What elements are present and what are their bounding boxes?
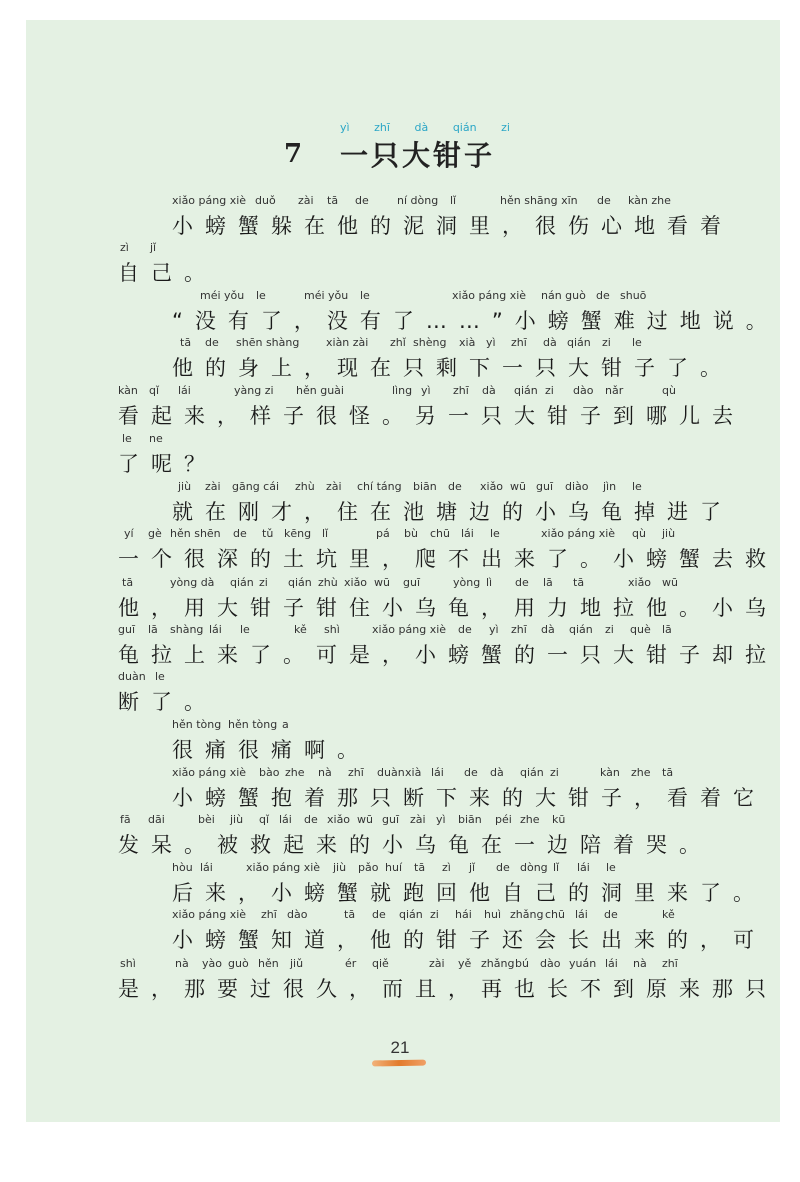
pinyin-syllable: dào [573, 384, 594, 397]
pinyin-syllable: jǐ [150, 241, 157, 254]
pinyin-syllable: zhī [511, 336, 527, 349]
pinyin-syllable: kàn zhe [628, 194, 671, 207]
pinyin-syllable: fā [120, 813, 131, 826]
pinyin-syllable: xiǎo páng xiè [372, 623, 447, 636]
pinyin-syllable: jìn [603, 480, 617, 493]
hanzi-line: 自己。 [118, 261, 217, 285]
pinyin-syllable: de [355, 194, 369, 207]
pinyin-syllable: ní dòng [397, 194, 439, 207]
pinyin-syllable: zhī [511, 623, 527, 636]
pinyin-syllable: de [496, 861, 510, 874]
pinyin-syllable: le [155, 670, 165, 683]
pinyin-syllable: yì [421, 384, 431, 397]
title-pinyin-2: zhī [374, 121, 390, 134]
pinyin-syllable: de [205, 336, 219, 349]
pinyin-syllable: xiǎo páng xiè [172, 908, 247, 921]
pinyin-syllable: yì [436, 813, 446, 826]
hanzi-line: 断了。 [118, 690, 217, 714]
pinyin-syllable: ne [149, 432, 163, 445]
pinyin-syllable: de [233, 527, 247, 540]
pinyin-syllable: qián [288, 576, 312, 589]
hanzi-line: 了呢？ [118, 452, 217, 476]
pinyin-syllable: lái [209, 623, 222, 636]
pinyin-syllable: xiǎo páng xiè [452, 289, 527, 302]
pinyin-syllable: duàn [377, 766, 405, 779]
hanzi-line: 小螃蟹躲在他的泥洞里，很伤心地看着 [172, 214, 733, 238]
pinyin-syllable: lā [543, 576, 553, 589]
pinyin-syllable: kàn [600, 766, 620, 779]
pinyin-syllable: jiù [230, 813, 244, 826]
pinyin-syllable: zhī [348, 766, 364, 779]
pinyin-syllable: hěn guài [296, 384, 344, 397]
pinyin-syllable: de [596, 289, 610, 302]
pinyin-syllable: xiàn zài [326, 336, 369, 349]
pinyin-syllable: zhe [285, 766, 305, 779]
pinyin-syllable: qù [662, 384, 676, 397]
title-pinyin-1: yì [340, 121, 350, 134]
pinyin-syllable: lìng [392, 384, 413, 397]
hanzi-line: “没有了，没有了……”小螃蟹难过地说。 [172, 309, 779, 333]
pinyin-syllable: yàng zi [234, 384, 274, 397]
pinyin-syllable: què [630, 623, 651, 636]
pinyin-syllable: yì [486, 336, 496, 349]
pinyin-syllable: xiǎo [344, 576, 368, 589]
hanzi-line: 发呆。被救起来的小乌龟在一边陪着哭。 [118, 833, 712, 857]
pinyin-syllable: kēng [284, 527, 312, 540]
pinyin-syllable: huí [385, 861, 402, 874]
pinyin-syllable: yòng [453, 576, 481, 589]
pinyin-syllable: de [464, 766, 478, 779]
pinyin-syllable: dà [541, 623, 555, 636]
pinyin-syllable: xiǎo [327, 813, 351, 826]
pinyin-syllable: zi [605, 623, 614, 636]
pinyin-syllable: méi yǒu [304, 289, 349, 302]
pinyin-syllable: xiǎo páng xiè [172, 194, 247, 207]
pinyin-syllable: xiǎo páng xiè [172, 766, 247, 779]
pinyin-syllable: yì [489, 623, 499, 636]
hanzi-line: 后来，小螃蟹就跑回他自己的洞里来了。 [172, 881, 766, 905]
pinyin-syllable: guī [403, 576, 421, 589]
pinyin-syllable: tā [327, 194, 339, 207]
pinyin-syllable: chí táng [357, 480, 402, 493]
pinyin-syllable: zhǎng [510, 908, 544, 921]
pinyin-syllable: xiǎo páng xiè [246, 861, 321, 874]
pinyin-syllable: lái [200, 861, 213, 874]
pinyin-syllable: hěn shāng xīn [500, 194, 578, 207]
pinyin-syllable: zài [205, 480, 221, 493]
title-pinyin-4: qián [452, 121, 477, 134]
lesson-title [284, 134, 495, 174]
pinyin-syllable: zhe [520, 813, 540, 826]
lesson-number: 7 [284, 139, 303, 169]
pinyin-syllable: le [360, 289, 370, 302]
pinyin-syllable: biān [413, 480, 437, 493]
hanzi-line: 他的身上，现在只剩下一只大钳子了。 [172, 356, 733, 380]
pinyin-syllable: wū [357, 813, 373, 826]
pinyin-syllable: nǎr [605, 384, 624, 397]
pinyin-syllable: lái [577, 861, 590, 874]
pinyin-syllable: jiù [178, 480, 192, 493]
pinyin-syllable: jiù [333, 861, 347, 874]
pinyin-syllable: de [448, 480, 462, 493]
pinyin-syllable: lǐ [450, 194, 457, 207]
pinyin-syllable: chū [545, 908, 565, 921]
pinyin-syllable: wū [662, 576, 678, 589]
pinyin-syllable: zhù [318, 576, 338, 589]
pinyin-syllable: a [282, 718, 289, 731]
pinyin-syllable: qiě [372, 957, 389, 970]
pinyin-syllable: zi [259, 576, 268, 589]
pinyin-syllable: dòng [520, 861, 548, 874]
pinyin-syllable: kàn [118, 384, 138, 397]
pinyin-syllable: de [515, 576, 529, 589]
pinyin-syllable: lì [486, 576, 493, 589]
pinyin-syllable: huì [484, 908, 501, 921]
pinyin-syllable: qián [520, 766, 544, 779]
pinyin-syllable: zhe [631, 766, 651, 779]
pinyin-syllable: zhǎng [481, 957, 515, 970]
pinyin-syllable: lā [148, 623, 158, 636]
pinyin-syllable: shēn shàng [236, 336, 300, 349]
pinyin-syllable: jiǔ [290, 957, 304, 970]
hanzi-line: 看起来，样子很怪。另一只大钳子到哪儿去 [118, 404, 745, 428]
pinyin-syllable: jiù [662, 527, 676, 540]
hanzi-line: 是，那要过很久，而且，再也长不到原来那只 [118, 977, 778, 1001]
pinyin-syllable: zhī [662, 957, 678, 970]
pinyin-syllable: hěn shēn [170, 527, 221, 540]
lesson-title-text: 一只大钳子 [340, 139, 496, 172]
page-number: 21 [390, 1038, 410, 1057]
pinyin-syllable: zài [298, 194, 314, 207]
pinyin-syllable: guò [228, 957, 249, 970]
pinyin-syllable: zì [442, 861, 451, 874]
pinyin-syllable: tā [344, 908, 356, 921]
pinyin-syllable: tā [573, 576, 585, 589]
pinyin-syllable: duàn [118, 670, 146, 683]
pinyin-syllable: nà [175, 957, 189, 970]
pinyin-syllable: zài [429, 957, 445, 970]
pinyin-syllable: qǐ [149, 384, 160, 397]
pinyin-syllable: hòu [172, 861, 193, 874]
pinyin-syllable: yòng dà [170, 576, 215, 589]
hanzi-line: 小螃蟹抱着那只断下来的大钳子，看着它 [172, 786, 766, 810]
pinyin-syllable: lǐ [322, 527, 329, 540]
pinyin-syllable: tǔ [262, 527, 274, 540]
pinyin-syllable: tā [414, 861, 426, 874]
pinyin-syllable: dào [287, 908, 308, 921]
pinyin-syllable: hěn tòng [228, 718, 278, 731]
pinyin-syllable: de [372, 908, 386, 921]
pinyin-syllable: lái [461, 527, 474, 540]
pinyin-syllable: qián [569, 623, 593, 636]
pinyin-syllable: de [304, 813, 318, 826]
pinyin-syllable: le [122, 432, 132, 445]
pinyin-syllable: le [490, 527, 500, 540]
pinyin-syllable: yào [202, 957, 222, 970]
pinyin-syllable: le [256, 289, 266, 302]
pinyin-syllable: dào [540, 957, 561, 970]
pinyin-syllable: le [632, 336, 642, 349]
pinyin-syllable: kū [552, 813, 566, 826]
pinyin-syllable: bào [259, 766, 280, 779]
pinyin-syllable: bèi [198, 813, 215, 826]
pinyin-syllable: méi yǒu [200, 289, 245, 302]
pinyin-syllable: shàng [170, 623, 204, 636]
pinyin-syllable: xiǎo [628, 576, 652, 589]
pinyin-syllable: le [240, 623, 250, 636]
pinyin-syllable: zi [550, 766, 559, 779]
hanzi-line: 小螃蟹知道，他的钳子还会长出来的，可 [172, 928, 766, 952]
pinyin-syllable: qǐ [259, 813, 270, 826]
pinyin-syllable: chū [430, 527, 450, 540]
pinyin-syllable: jǐ [469, 861, 476, 874]
title-pinyin [340, 121, 510, 134]
pinyin-syllable: dà [490, 766, 504, 779]
pinyin-syllable: zi [602, 336, 611, 349]
pinyin-syllable: xià [459, 336, 476, 349]
pinyin-syllable: shì [324, 623, 340, 636]
pinyin-syllable: hěn [258, 957, 279, 970]
pinyin-syllable: guī [382, 813, 400, 826]
pinyin-syllable: guī [118, 623, 136, 636]
pinyin-syllable: shèng [413, 336, 447, 349]
pinyin-syllable: yí [124, 527, 134, 540]
pinyin-syllable: hái [455, 908, 472, 921]
pinyin-syllable: nà [318, 766, 332, 779]
pinyin-syllable: lā [662, 623, 672, 636]
pinyin-syllable: kě [294, 623, 307, 636]
pinyin-syllable: lái [575, 908, 588, 921]
pinyin-syllable: nán guò [541, 289, 586, 302]
pinyin-syllable: zài [326, 480, 342, 493]
pinyin-syllable: bú [515, 957, 529, 970]
pinyin-syllable: shuō [620, 289, 647, 302]
pinyin-syllable: péi [495, 813, 512, 826]
pinyin-syllable: de [604, 908, 618, 921]
page-number-underline [372, 1060, 426, 1067]
pinyin-syllable: tā [662, 766, 674, 779]
pinyin-syllable: qián [567, 336, 591, 349]
pinyin-syllable: zhù [295, 480, 315, 493]
pinyin-syllable: xià [405, 766, 422, 779]
pinyin-syllable: xiǎo [480, 480, 504, 493]
pinyin-syllable: le [606, 861, 616, 874]
hanzi-line: 龟拉上来了。可是，小螃蟹的一只大钳子却拉 [118, 643, 778, 667]
pinyin-syllable: zài [410, 813, 426, 826]
hanzi-line: 就在刚才，住在池塘边的小乌龟掉进了 [172, 500, 733, 524]
pinyin-syllable: zi [430, 908, 439, 921]
pinyin-syllable: yuán [569, 957, 597, 970]
pinyin-syllable: le [632, 480, 642, 493]
pinyin-syllable: dāi [148, 813, 165, 826]
hanzi-line: 他，用大钳子钳住小乌龟，用力地拉他。小乌 [118, 596, 778, 620]
pinyin-syllable: tā [180, 336, 192, 349]
pinyin-syllable: lái [431, 766, 444, 779]
pinyin-syllable: shì [120, 957, 136, 970]
pinyin-syllable: lái [279, 813, 292, 826]
pinyin-syllable: qián [230, 576, 254, 589]
title-pinyin-3: dà [414, 121, 429, 134]
pinyin-syllable: dà [482, 384, 496, 397]
pinyin-syllable: zhī [261, 908, 277, 921]
pinyin-syllable: tā [122, 576, 134, 589]
pinyin-syllable: qián [399, 908, 423, 921]
pinyin-syllable: yě [458, 957, 472, 970]
hanzi-line: 很痛很痛啊。 [172, 738, 370, 762]
pinyin-syllable: dà [543, 336, 557, 349]
pinyin-syllable: wū [374, 576, 390, 589]
pinyin-syllable: diào [565, 480, 589, 493]
pinyin-syllable: de [458, 623, 472, 636]
pinyin-syllable: zì [120, 241, 129, 254]
pinyin-syllable: zhī [453, 384, 469, 397]
pinyin-syllable: lǐ [553, 861, 560, 874]
pinyin-syllable: pǎo [358, 861, 379, 874]
pinyin-syllable: zhǐ [390, 336, 406, 349]
pinyin-syllable: bù [404, 527, 418, 540]
pinyin-syllable: lái [178, 384, 191, 397]
pinyin-syllable: nà [633, 957, 647, 970]
pinyin-syllable: kě [662, 908, 675, 921]
pinyin-syllable: lái [605, 957, 618, 970]
pinyin-syllable: ér [345, 957, 357, 970]
pinyin-syllable: wū [510, 480, 526, 493]
hanzi-line: 一个很深的土坑里，爬不出来了。小螃蟹去救 [118, 547, 778, 571]
pinyin-syllable: gè [148, 527, 162, 540]
pinyin-syllable: xiǎo páng xiè [541, 527, 616, 540]
pinyin-syllable: biān [458, 813, 482, 826]
pinyin-syllable: pá [376, 527, 390, 540]
title-pinyin-5: zi [501, 121, 510, 134]
pinyin-syllable: zi [545, 384, 554, 397]
pinyin-syllable: qù [632, 527, 646, 540]
pinyin-syllable: duǒ [255, 194, 276, 207]
pinyin-syllable: qián [514, 384, 538, 397]
pinyin-syllable: gāng cái [232, 480, 280, 493]
pinyin-syllable: de [597, 194, 611, 207]
pinyin-syllable: hěn tòng [172, 718, 222, 731]
pinyin-syllable: guī [536, 480, 554, 493]
